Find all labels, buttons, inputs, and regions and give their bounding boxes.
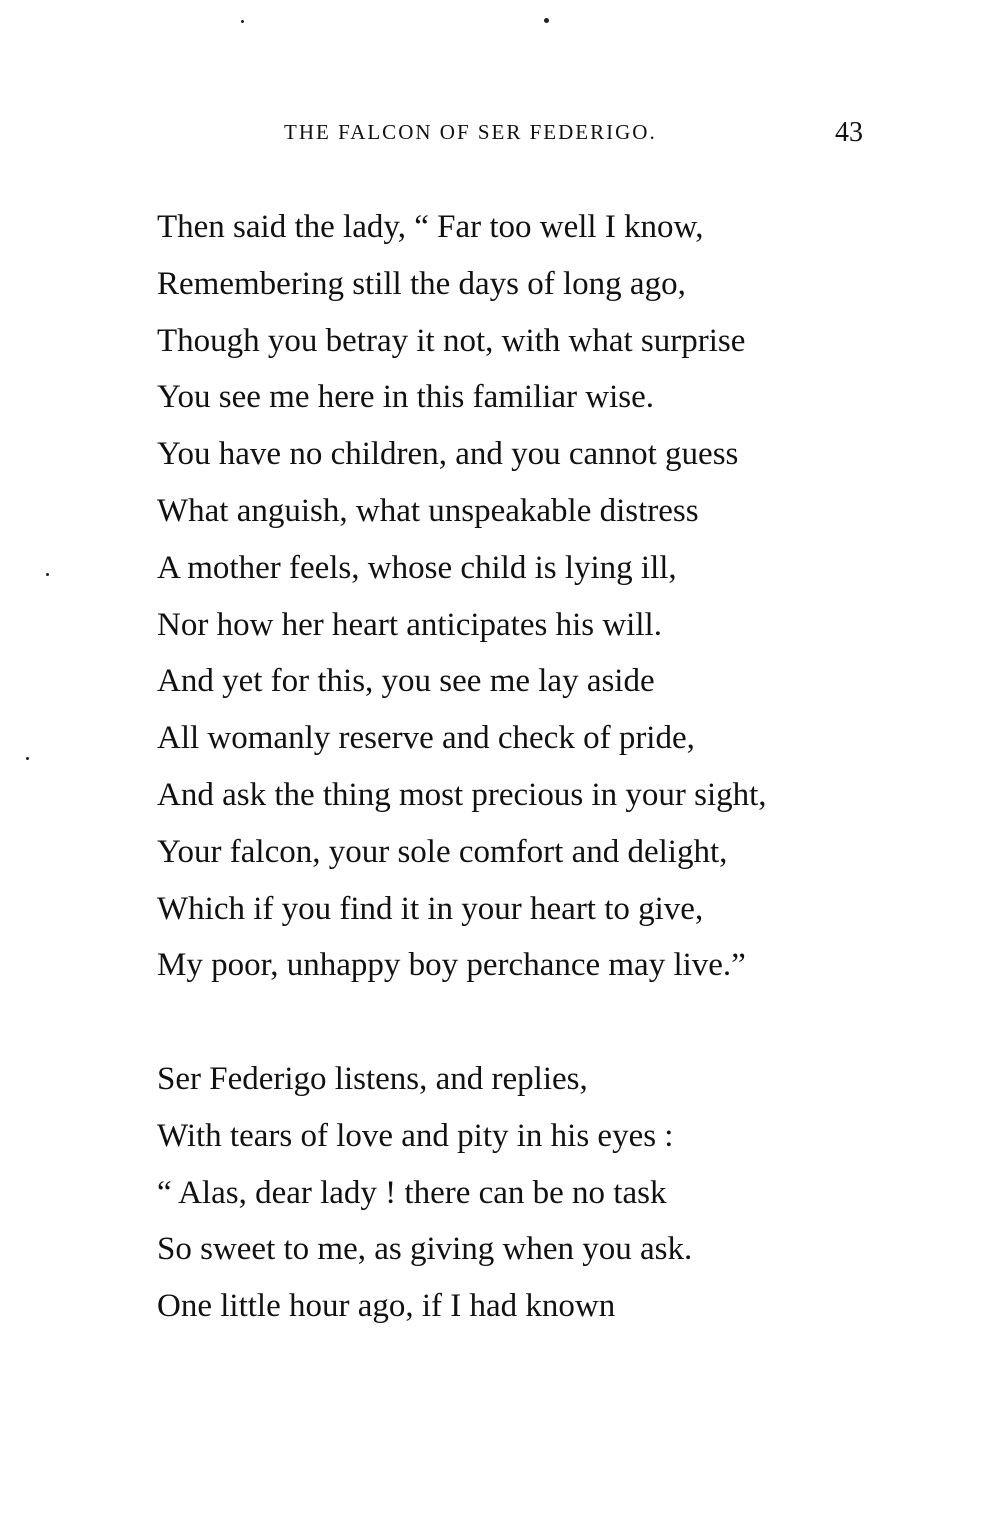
verse-line: Though you betray it not, with what surprise <box>157 322 746 359</box>
verse-line: And yet for this, you see me lay aside <box>157 663 655 700</box>
verse-line: All womanly reserve and check of pride, <box>157 720 695 757</box>
verse-line: So sweet to me, as giving when you ask. <box>157 1231 693 1268</box>
verse-line: One little hour ago, if I had known <box>157 1288 616 1325</box>
verse-line: With tears of love and pity in his eyes : <box>157 1117 674 1154</box>
page-number: 43 <box>835 117 863 148</box>
verse-line: Remembering still the days of long ago, <box>157 265 686 302</box>
verse-line: You have no children, and you cannot guess <box>157 436 739 473</box>
stanza <box>157 205 767 1000</box>
verse-line: Your falcon, your sole comfort and delight, <box>157 833 728 870</box>
print-speck <box>241 20 244 23</box>
verse-line: You see me here in this familiar wise. <box>157 379 655 416</box>
print-speck <box>544 18 549 23</box>
verse-line: And ask the thing most precious in your sight, <box>157 776 767 813</box>
stanza <box>157 1057 692 1341</box>
verse-line: Nor how her heart anticipates his will. <box>157 606 662 643</box>
verse-line: “ Alas, dear lady ! there can be no task <box>157 1174 667 1211</box>
print-speck <box>26 757 29 760</box>
verse-line: What anguish, what unspeakable distress <box>157 492 699 529</box>
running-title: THE FALCON OF SER FEDERIGO. <box>284 120 657 144</box>
verse-line: My poor, unhappy boy perchance may live.” <box>157 947 746 984</box>
print-speck <box>46 573 49 576</box>
verse-line: Ser Federigo listens, and replies, <box>157 1061 588 1097</box>
verse-line: Then said the lady, “ Far too well I know, <box>157 209 704 245</box>
verse-line: Which if you find it in your heart to give, <box>157 890 704 927</box>
verse-line: A mother feels, whose child is lying ill, <box>157 549 677 586</box>
